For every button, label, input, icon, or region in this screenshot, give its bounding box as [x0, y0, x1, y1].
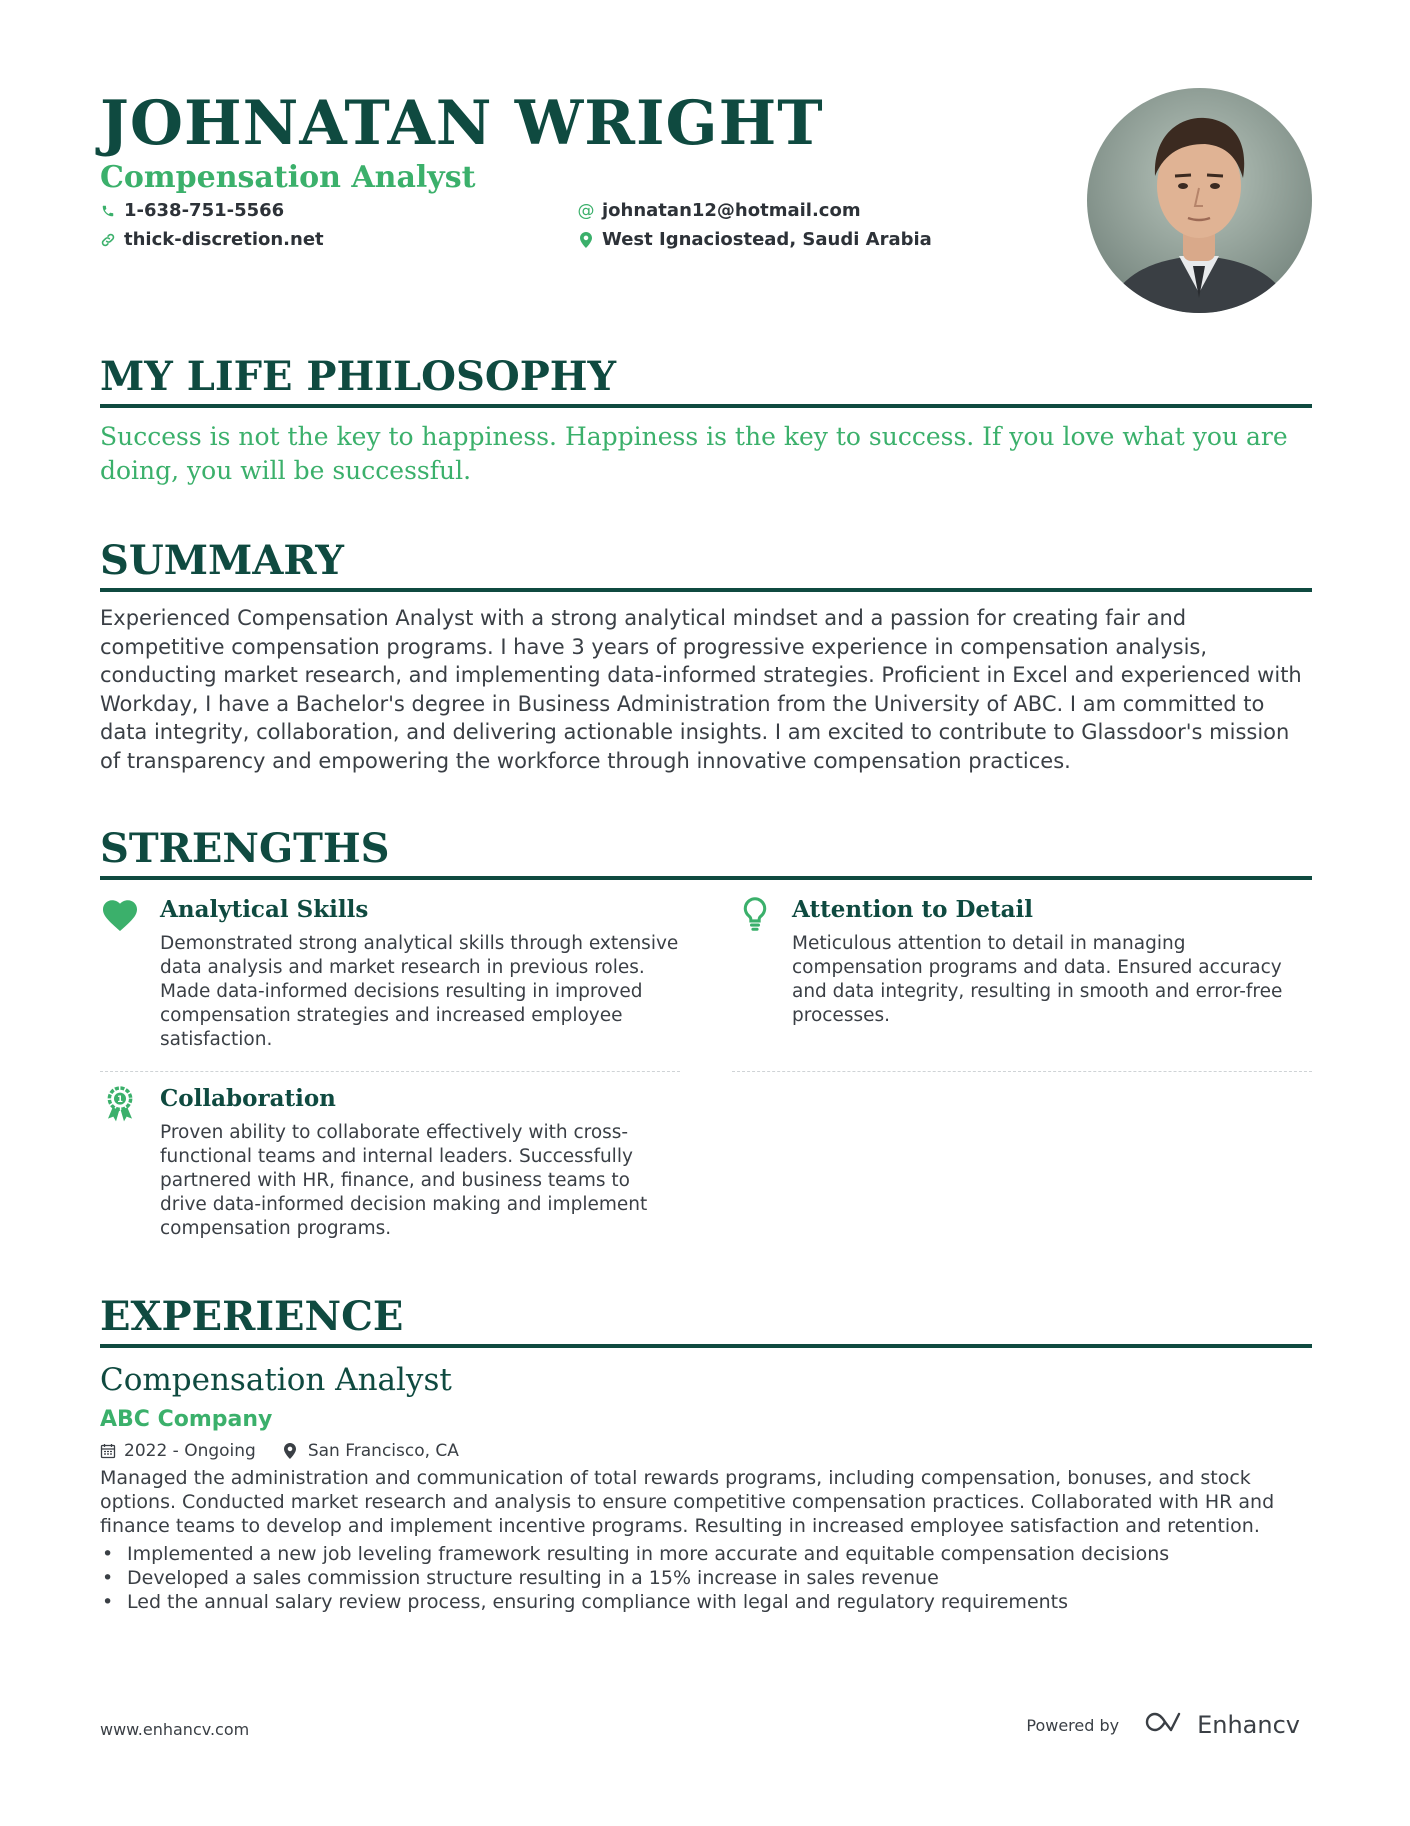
- footer-branding[interactable]: [1026, 1710, 1300, 1740]
- website-contact[interactable]: [100, 229, 324, 250]
- strength-title: Collaboration: [160, 1085, 336, 1112]
- philosophy-quote: Success is not the key to happiness. Happiness is the key to success. If you love what you are doing, you will be successful.: [100, 422, 1288, 485]
- at-sign-icon: @: [577, 200, 595, 221]
- resume-header: [100, 88, 1312, 318]
- phone-text: 1-638-751-5566: [124, 200, 285, 221]
- strength-title: Attention to Detail: [792, 896, 1034, 923]
- strength-divider: [100, 1071, 680, 1072]
- strength-title: Analytical Skills: [160, 896, 369, 923]
- award-ribbon-icon: [104, 1085, 144, 1125]
- svg-text:1: 1: [116, 1095, 124, 1106]
- profile-photo: [1087, 88, 1312, 313]
- strength-divider: [732, 1071, 1312, 1072]
- footer-website-link[interactable]: www.enhancv.com: [100, 1720, 250, 1739]
- job-title: Compensation Analyst: [100, 1362, 452, 1398]
- list-item: • Led the annual salary review process, ensuring compliance with legal and regulatory requirements: [100, 1590, 1312, 1614]
- enhancv-wordmark: Enhancv: [1197, 1711, 1300, 1739]
- philosophy-section-title: MY LIFE PHILOSOPHY: [100, 352, 1312, 408]
- job-achievements: [100, 1542, 1312, 1614]
- job-location: San Francisco, CA: [307, 1441, 459, 1461]
- map-pin-icon: [578, 232, 594, 248]
- strength-description: Demonstrated strong analytical skills through extensive data analysis and market research in previous roles. Made data-informed decisions resulting in improved compensation strategies and increased employee satisfaction.: [160, 933, 679, 1050]
- enhancv-logo: [1143, 1710, 1300, 1740]
- job-description: Managed the administration and communication of total rewards programs, including compensation, bonuses, and stock options. Conducted market research and analysis to ensure competitive compensation practices. Collaborated with HR and finance teams to develop and implement incentive programs. Resulting in increased employee satisfaction and retention.: [100, 1467, 1275, 1537]
- heart-icon: [100, 896, 140, 936]
- link-icon: [100, 232, 116, 248]
- strength-description: Meticulous attention to detail in managing compensation programs and data. Ensured accuracy and data integrity, resulting in smooth and error-free processes.: [792, 933, 1283, 1026]
- phone-icon: [100, 203, 116, 219]
- experience-section-title: EXPERIENCE: [100, 1292, 1312, 1348]
- location-text: West Ignaciostead, Saudi Arabia: [602, 229, 932, 250]
- job-meta: [100, 1439, 459, 1463]
- calendar-icon: [100, 1443, 116, 1459]
- company-name: ABC Company: [100, 1407, 273, 1432]
- resume-page: [100, 0, 1312, 1826]
- list-item: • Implemented a new job leveling framework resulting in more accurate and equitable compensation decisions: [100, 1542, 1312, 1566]
- location-contact: [578, 229, 932, 250]
- candidate-name: JOHNATAN WRIGHT: [100, 88, 824, 159]
- job-dates: 2022 - Ongoing: [124, 1441, 256, 1461]
- website-text: thick-discretion.net: [124, 229, 324, 250]
- summary-text: Experienced Compensation Analyst with a strong analytical mindset and a passion for creating fair and competitive compensation programs. I have 3 years of progressive experience in compensation analysis, conducting market research, and implementing data-informed strategies. Proficient in Excel and experienced with Workday, I have a Bachelor's degree in Business Administration from the University of ABC. I am committed to data integrity, collaboration, and delivering actionable insights. I am excited to contribute to Glassdoor's mission of transparency and empowering the workforce through innovative compensation practices.: [100, 606, 1302, 773]
- candidate-role: Compensation Analyst: [100, 160, 476, 195]
- summary-section-title: SUMMARY: [100, 536, 1312, 592]
- enhancv-logo-icon: [1143, 1710, 1189, 1740]
- phone-contact[interactable]: [100, 200, 284, 221]
- strengths-section-title: STRENGTHS: [100, 824, 1312, 880]
- map-pin-icon: [284, 1443, 300, 1459]
- powered-by-label: Powered by: [1026, 1715, 1120, 1735]
- lightbulb-icon: [742, 896, 782, 936]
- email-contact[interactable]: [578, 200, 861, 221]
- email-text: johnatan12@hotmail.com: [602, 200, 861, 221]
- strength-description: Proven ability to collaborate effectively with cross-functional teams and internal leaders. Successfully partnered with HR, finance, and business teams to drive data-informed decision making and implement compensation programs.: [160, 1122, 648, 1239]
- list-item: • Developed a sales commission structure resulting in a 15% increase in sales revenue: [100, 1566, 1312, 1590]
